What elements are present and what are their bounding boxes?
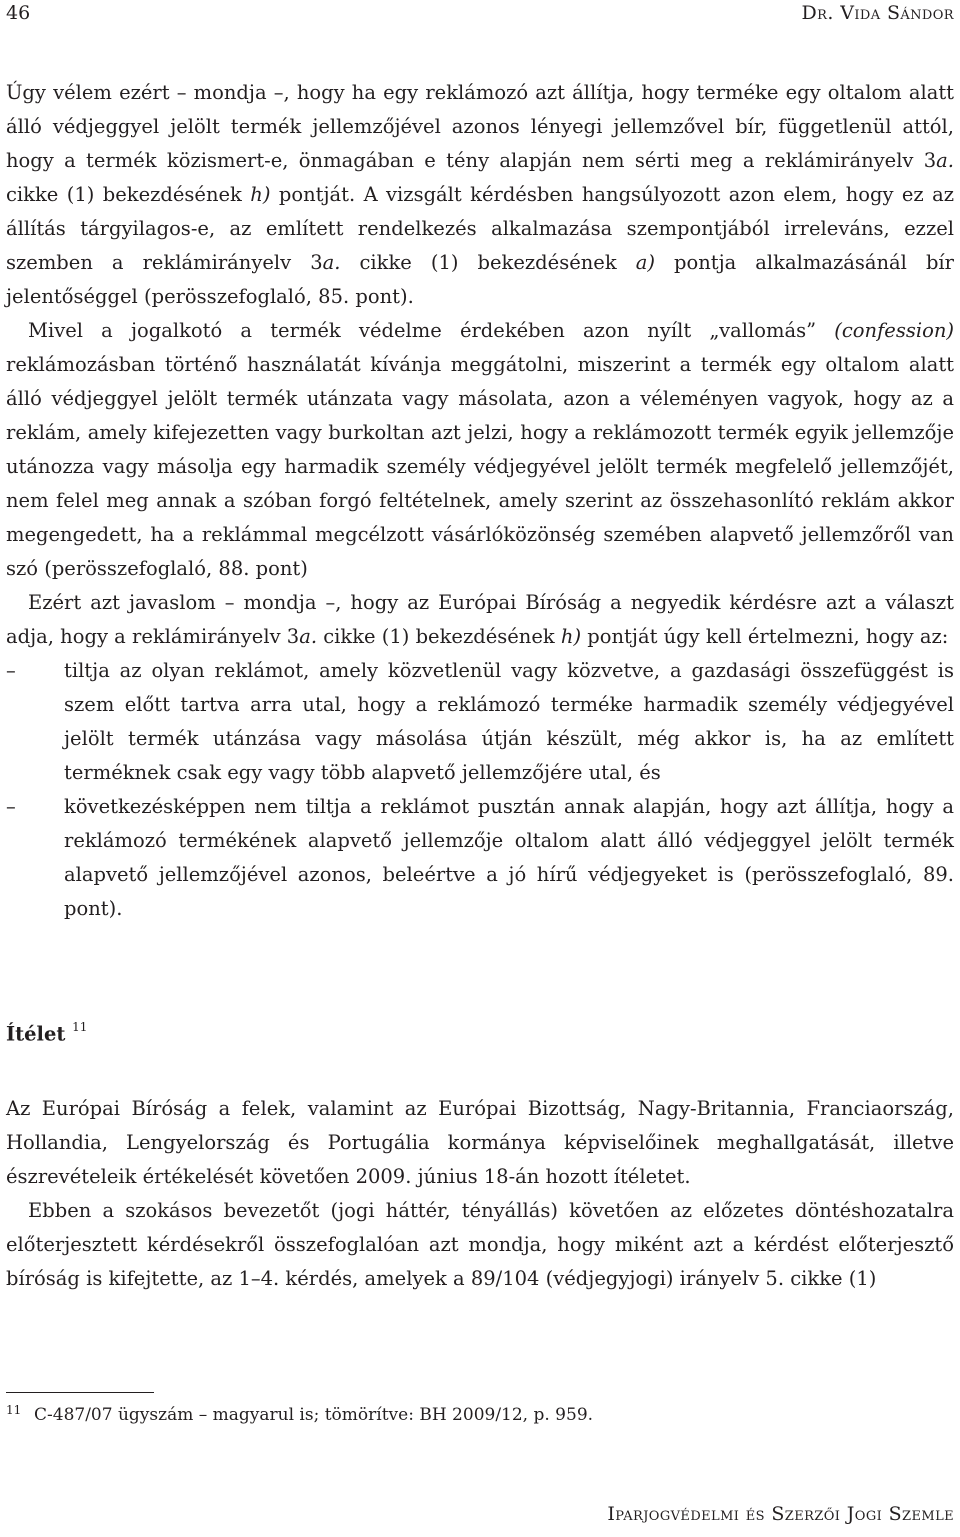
italic-segment: a. <box>322 251 341 274</box>
body-text-block-2 <box>6 1092 954 1296</box>
dash-list <box>6 654 954 926</box>
footnote-number: 11 <box>6 1403 22 1417</box>
text-segment: pontját. A vizsgált kérdésben hangsúlyozott azon elem, hogy ez az állítás tárgyilagos-e, az említett rendelkezés alkalmazása szempontjából irreleváns, ezzel szemben a reklámirányelv 3 <box>6 183 954 274</box>
text-segment: Úgy vélem ezért – mondja –, hogy ha egy reklámozó azt állítja, hogy terméke egy oltalom alatt álló védjeggyel jelölt termék jellemzőjével azonos lényegi jellemzővel bír, függetlenül attól, hogy a termék közismert-e, önmagában e tény alapján nem sérti meg a reklámirányelv 3 <box>6 81 954 172</box>
footnote <box>6 1402 593 1429</box>
list-item <box>6 654 954 790</box>
text-segment: Mivel a jogalkotó a termék védelme érdekében azon nyílt „vallomás” <box>28 319 835 342</box>
paragraph-3 <box>6 586 954 654</box>
section-heading-text: Ítélet <box>6 1022 66 1046</box>
italic-segment: a) <box>635 251 655 274</box>
text-segment: Ezért azt javaslom – mondja –, hogy az Európai Bíróság a negyedik kérdésre azt a választ adja, hogy a reklámirányelv 3 <box>6 591 954 648</box>
dash-marker: – <box>6 659 16 682</box>
journal-footer: Iparjogvédelmi és Szerzői Jogi Szemle <box>607 1503 954 1525</box>
italic-segment: (confession) <box>834 319 954 342</box>
italic-segment: h) <box>250 183 271 206</box>
dash-marker: – <box>6 795 16 818</box>
paragraph-1 <box>6 76 954 314</box>
list-item <box>6 790 954 926</box>
footnote-text: C-487/07 ügyszám – magyarul is; tömörítve: BH 2009/12, p. 959. <box>34 1405 594 1425</box>
section-heading <box>6 1022 87 1046</box>
footnote-reference: 11 <box>72 1020 88 1034</box>
italic-segment: a. <box>299 625 318 648</box>
italic-segment: a. <box>936 149 954 172</box>
paragraph-2 <box>6 314 954 586</box>
text-segment: cikke (1) bekezdésének <box>340 251 636 274</box>
text-segment: cikke (1) bekezdésének <box>317 625 561 648</box>
page-number: 46 <box>6 2 31 24</box>
text-segment: pontját úgy kell értelmezni, hogy az: <box>581 625 949 648</box>
italic-segment: h) <box>560 625 582 648</box>
text-segment: pontja alkalmazásánál bír jelentőséggel (perösszefoglaló, 85. pont). <box>6 251 954 308</box>
paragraph-5: Ebben a szokásos bevezetőt (jogi háttér, tényállás) követően az előzetes döntéshozatalra előterjesztett kérdésekről összefoglalóan azt mondja, hogy miként azt a kérdést előterjesztő bíróság is kifejtette, az 1–4. kérdés, amelyek a 89/104 (védjegyjogi) irányelv 5. cikke (1) <box>6 1199 954 1290</box>
list-item-text: következésképpen nem tiltja a reklámot pusztán annak alapján, hogy azt állítja, hogy a reklámozó termékének alapvető jellemzője oltalom alatt álló védjeggyel jelölt termék alapvető jellemzőjével azonos, beleértve a jó hírű védjegyeket is (perösszefoglaló, 89. pont). <box>64 795 954 920</box>
footnote-divider <box>6 1392 154 1393</box>
text-segment: reklámozásban történő használatát kívánja meggátolni, miszerint a termék egy oltalom alatt álló védjeggyel jelölt termék utánzata vagy másolata, azon a véleményen vagyok, hogy az a reklám, amely kifejezetten vagy burkoltan azt jelzi, hogy a reklámozott termék egyik jellemzője utánozza vagy másolja egy harmadik személy védjegyével jelölt termék megfelelő jellemzőjét, nem felel meg annak a szóban forgó feltételnek, amely szerint az összehasonlító reklám akkor megengedett, ha a reklámmal megcélzott vásárlóközönség szemében alapvető jellemzőről van szó (perösszefoglaló, 88. pont) <box>6 353 954 580</box>
body-text-block <box>6 76 954 926</box>
text-segment: cikke (1) bekezdésének <box>6 183 251 206</box>
paragraph-4: Az Európai Bíróság a felek, valamint az Európai Bizottság, Nagy-Britannia, Franciaország, Hollandia, Lengyelország és Portugália kormánya képviselőinek meghallgatását, illetve észrevételeik értékelését követően 2009. június 18-án hozott ítéletet. <box>6 1097 954 1188</box>
list-item-text: tiltja az olyan reklámot, amely közvetlenül vagy közvetve, a gazdasági összefüggést is szem előtt tartva arra utal, hogy a reklámozó terméke harmadik személy védjegyével jelölt termék utánzása vagy másolása útján készült, még akkor is, ha az említett terméknek csak egy vagy több alapvető jellemzőjére utal, és <box>64 659 954 784</box>
running-head-author: Dr. Vida Sándor <box>801 2 954 24</box>
